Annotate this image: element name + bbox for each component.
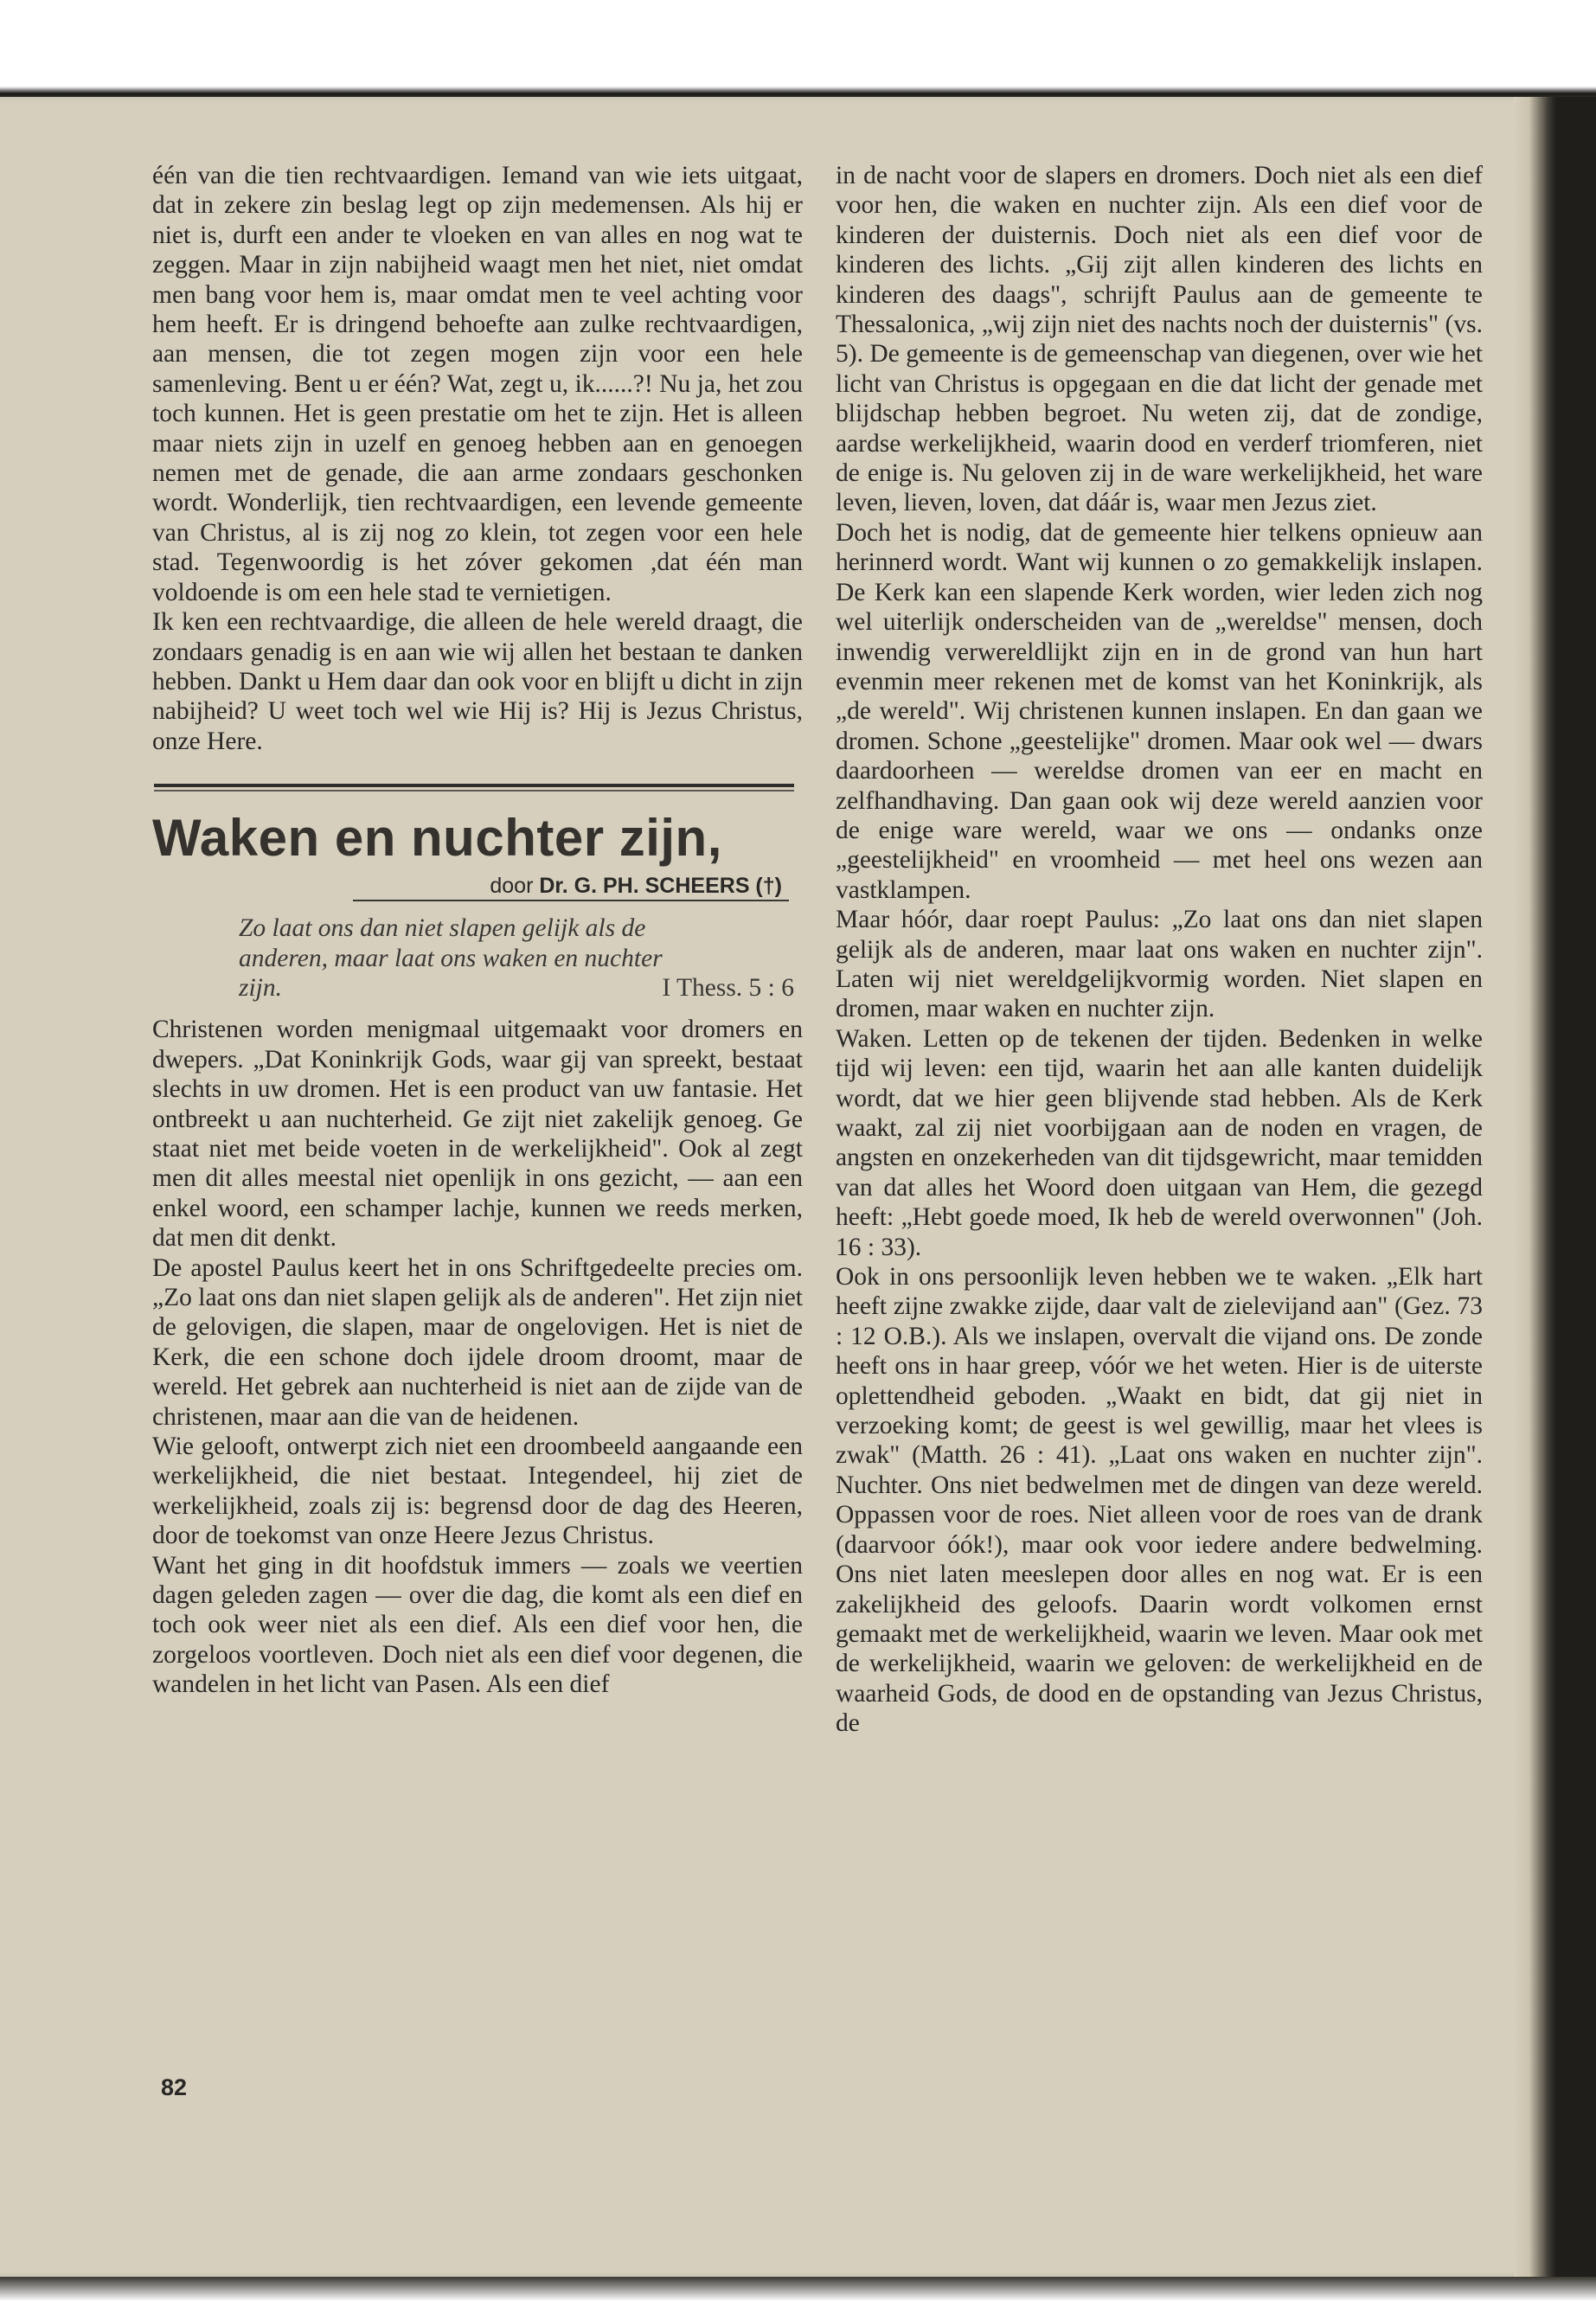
epigraph-line: anderen, maar laat ons waken en nuchter xyxy=(239,944,663,972)
article-title: Waken en nuchter zijn, xyxy=(152,809,722,868)
epigraph-line: zijn. I Thess. 5 : 6 xyxy=(239,973,803,1003)
byline-underline xyxy=(353,900,789,901)
divider-rule-thick xyxy=(154,784,794,787)
byline-author: Dr. G. PH. SCHEERS (†) xyxy=(539,874,782,899)
paragraph: Ook in ons persoonlijk leven hebben we te waken. „Elk hart heeft zijne zwakke zijde, daar valt de zielevijand aan" (Gez. 73 : 12 O.B.). Als we inslapen, overvalt die vijand ons. De zonde heeft ons in haar greep, vóór we het weten. Hier is de uiterste oplettendheid geboden. „Waakt en bidt, dat gij niet in verzoeking komt; de geest is wel gewillig, maar het vlees is zwak" (Matth. 26 : 41). „Laat ons waken en nuchter zijn". Nuchter. Ons niet bedwelmen met de dingen van deze wereld. Oppassen voor de roes. Niet alleen voor de roes van de drank (daarvoor óók!), maar ook voor iedere andere bedwelming. Ons niet laten meeslepen door alles en nog wat. Er is een zakelijkheid des geloofs. Daarin wordt volkomen ernst gemaakt met de werkelijkheid, waarin we leven. Maar ook met de werkelijkheid, waarin we geloven: de werkelijkheid en de waarheid Gods, de dood en de opstanding van Jezus Christus, de xyxy=(836,1263,1483,1738)
paragraph: Christenen worden menigmaal uitgemaakt voor dromers en dwepers. „Dat Koninkrijk Gods, waar gij van spreekt, bestaat slechts in uw dromen. Het is een product van uw fantasie. Het ontbreekt u aan nuchterheid. Ge zijt niet zakelijk genoeg. Ge staat niet met beide voeten in de werkelijkheid". Ook al zegt men dit alles meestal niet openlijk in ons gezicht, — aan een enkel woord, een schamper lachje, kunnen we reeds merken, dat men dit denkt. xyxy=(152,1016,803,1253)
byline-prefix: door xyxy=(490,874,534,899)
paragraph: De apostel Paulus keert het in ons Schriftgedeelte precies om. „Zo laat ons dan niet slapen gelijk als de anderen". Het zijn niet de gelovigen, die slapen, maar de ongelovigen. Het is niet de Kerk, die een schone doch ijdele droom droomt, maar de wereld. Het gebrek aan nuchterheid is niet aan de zijde van de christenen, maar aan die van de heidenen. xyxy=(152,1253,803,1431)
scan-background-right xyxy=(1557,97,1596,2301)
scan-background-bottom xyxy=(0,2277,1596,2301)
paragraph: Ik ken een rechtvaardige, die alleen de hele wereld draagt, die zondaars genadig is en aan wie wij allen het bestaan te danken hebben. Dankt u Hem daar dan ook voor en blijft u dicht in zijn nabijheid? U weet toch wel wie Hij is? Hij is Jezus Christus, onze Here. xyxy=(152,608,803,755)
paragraph: Want het ging in dit hoofdstuk immers — zoals we veertien dagen geleden zagen — over die dag, die komt als een dief en toch ook weer niet als een dief. Als een dief voor hen, die zorgeloos voortleven. Doch niet als een dief voor degenen, die wandelen in het licht van Pasen. Als een dief xyxy=(152,1551,803,1699)
divider-rule-thin xyxy=(154,790,794,792)
epigraph-reference: I Thess. 5 : 6 xyxy=(662,973,794,1002)
epigraph-line: Zo laat ons dan niet slapen gelijk als de xyxy=(239,914,646,943)
paragraph: Doch het is nodig, dat de gemeente hier telkens opnieuw aan herinnerd wordt. Want wij kunnen o zo gemakkelijk inslapen. De Kerk kan een slapende Kerk worden, wier leden zich nog wel uiterlijk onderscheiden van de „wereldse" mensen, doch inwendig verwereldlijkt zijn en in de grond van hun hart evenmin meer rekenen met de komst van het Koninkrijk, als „de wereld". Wij christenen kunnen inslapen. En dan gaan we dromen. Schone „geestelijke" dromen. Maar ook wel — dwars daardoorheen — wereldse dromen van eer en macht en zelfhandhaving. Dan gaan ook wij deze wereld aanzien voor de enige ware wereld, waar we ons — ondanks onze „geestelijkheid" en vroomheid — met heel ons wezen aan vastklampen. xyxy=(836,518,1483,904)
epigraph xyxy=(239,913,803,1003)
paragraph: Maar hóór, daar roept Paulus: „Zo laat ons dan niet slapen gelijk als de anderen, maar laat ons waken en nuchter zijn". Laten wij niet wereldgelijkvormig worden. Niet slapen en dromen, maar waken en nuchter zijn. xyxy=(836,906,1483,1023)
page-number: 82 xyxy=(161,2074,188,2100)
section-divider xyxy=(152,777,803,808)
paragraph: Waken. Letten op de tekenen der tijden. Bedenken in welke tijd wij leven: een tijd, waarin het aan alle kanten duidelijk wordt, dat we hier geen blijvende stad hebben. Als de Kerk waakt, zal zij niet voorbijgaan aan de noden en vragen, de angsten en onzekerheden van dit tijdsgewricht, maar temidden van dat alles het Woord doen uitgaan van Hem, die gezegd heeft: „Hebt goede moed, Ik heb de wereld overwonnen" (Joh. 16 : 33). xyxy=(836,1024,1483,1261)
byline xyxy=(152,872,803,900)
scan-background-top xyxy=(0,0,1596,97)
paragraph: in de nacht voor de slapers en dromers. Doch niet als een dief voor hen, die waken en nuchter zijn. Als een dief voor de kinderen der duisternis. Doch niet als een dief voor de kinderen des lichts. „Gij zijt allen kinderen des lichts en kinderen des daags", schrijft Paulus aan de gemeente te Thessalonica, „wij zijn niet des nachts noch der duisternis" (vs. 5). De gemeente is de gemeenschap van diegenen, over wie het licht van Christus is opgegaan en die dat licht der genade met blijdschap hebben begroet. Nu weten zij, dat de zondige, aardse werkelijkheid, waarin dood en verderf triomferen, niet de enige is. Nu geloven zij in de ware werkelijkheid, het ware leven, lieven, loven, dat dáár is, waar men Jezus ziet. xyxy=(836,162,1483,517)
page-gutter-shadow xyxy=(1514,97,1557,2277)
left-column xyxy=(152,161,803,1700)
right-column xyxy=(836,161,1483,1739)
paragraph: één van die tien rechtvaardigen. Iemand van wie iets uitgaat, dat in zekere zin beslag legt op zijn medemensen. Als hij er niet is, durft een ander te vloeken en van alles en nog wat te zeggen. Maar in zijn nabijheid waagt men het niet, niet omdat men bang voor hem is, maar omdat men te veel achting voor hem heeft. Er is dringend behoefte aan zulke rechtvaardigen, aan mensen, die tot zegen mogen zijn voor een hele samenleving. Bent u er één? Wat, zegt u, ik......?! Nu ja, het zou toch kunnen. Het is geen prestatie om het te zijn. Het is alleen maar niets zijn in uzelf en genoeg hebben aan en genoegen nemen met de genade, die aan arme zondaars geschonken wordt. Wonderlijk, tien rechtvaardigen, een levende gemeente van Christus, al is zij nog zo klein, tot zegen voor een hele stad. Tegenwoordig is het zóver gekomen ,dat één man voldoende is om een hele stad te vernietigen. xyxy=(152,162,803,606)
paragraph: Wie gelooft, ontwerpt zich niet een droombeeld aangaande een werkelijkheid, die niet bestaat. Integendeel, hij ziet de werkelijkheid, zoals zij is: begrensd door de dag des Heeren, door de toekomst van onze Heere Jezus Christus. xyxy=(152,1433,803,1550)
